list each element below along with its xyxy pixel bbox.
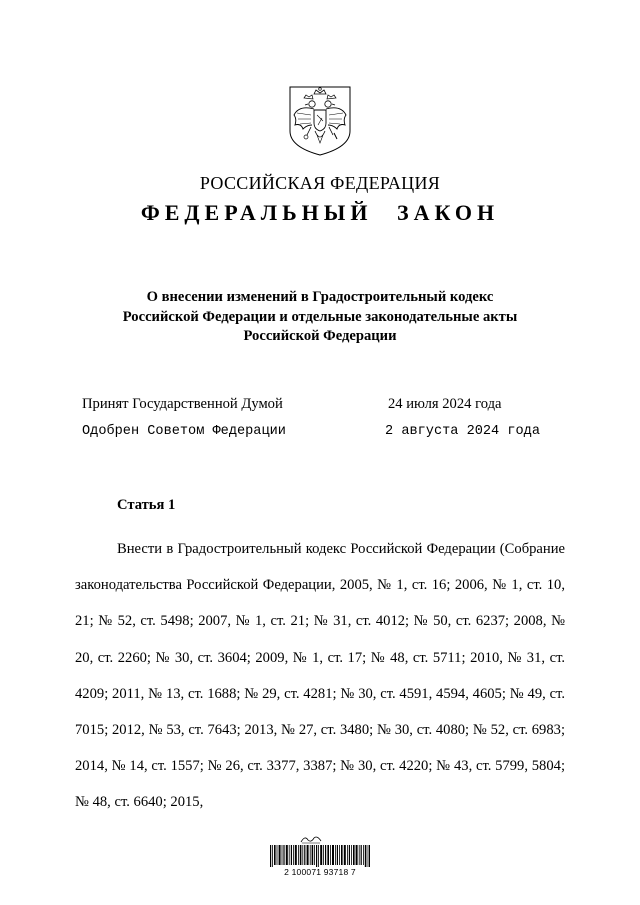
article-heading: Статья 1 bbox=[117, 497, 176, 513]
signature-mark bbox=[300, 834, 322, 844]
country-name: РОССИЙСКАЯ ФЕДЕРАЦИЯ bbox=[199, 173, 441, 193]
law-title-line: Российской Федерации и отдельные законодательные акты bbox=[122, 308, 518, 325]
adopted-by-duma-label: Принят Государственной Думой bbox=[82, 396, 283, 412]
russian-coat-of-arms-icon bbox=[287, 85, 353, 157]
approved-by-council-date: 2 августа 2024 года bbox=[385, 424, 540, 439]
barcode-icon bbox=[270, 845, 370, 867]
law-title bbox=[90, 288, 550, 347]
article-body: Внести в Градостроительный кодекс Российской Федерации (Собрание законодательства Российской Федерации, 2005, № 1, ст. 16; 2006, № 1, ст. 10, 21; № 52, ст. 5498; 2007, № 1, ст. 21; № 31, ст. 4012; № 50, ст. 6237; 2008, № 20, ст. 2260; № 30, ст. 3604; 2009, № 1, ст. 17; № 48, ст. 5711; 2010, № 31, ст. 4209; 2011, № 13, ст. 1688; № 29, ст. 4281; № 30, ст. 4591, 4594, 4605; № 49, ст. 7015; 2012, № 53, ст. 7643; 2013, № 27, ст. 3480; № 30, ст. 4080; № 52, ст. 6983; 2014, № 14, ст. 1557; № 26, ст. 3377, 3387; № 30, ст. 4220; № 43, ст. 5799, 5804; № 48, ст. 6640; 2015, bbox=[75, 541, 565, 811]
law-title-line: Российской Федерации bbox=[243, 328, 397, 344]
approved-by-council-label: Одобрен Советом Федерации bbox=[82, 424, 286, 439]
document-type: ФЕДЕРАЛЬНЫЙ ЗАКОН bbox=[140, 200, 500, 225]
barcode-number: 2 100071 93718 7 bbox=[284, 867, 356, 877]
adopted-by-duma-date: 24 июля 2024 года bbox=[388, 396, 502, 412]
law-title-line: О внесении изменений в Градостроительный кодекс bbox=[146, 289, 494, 305]
